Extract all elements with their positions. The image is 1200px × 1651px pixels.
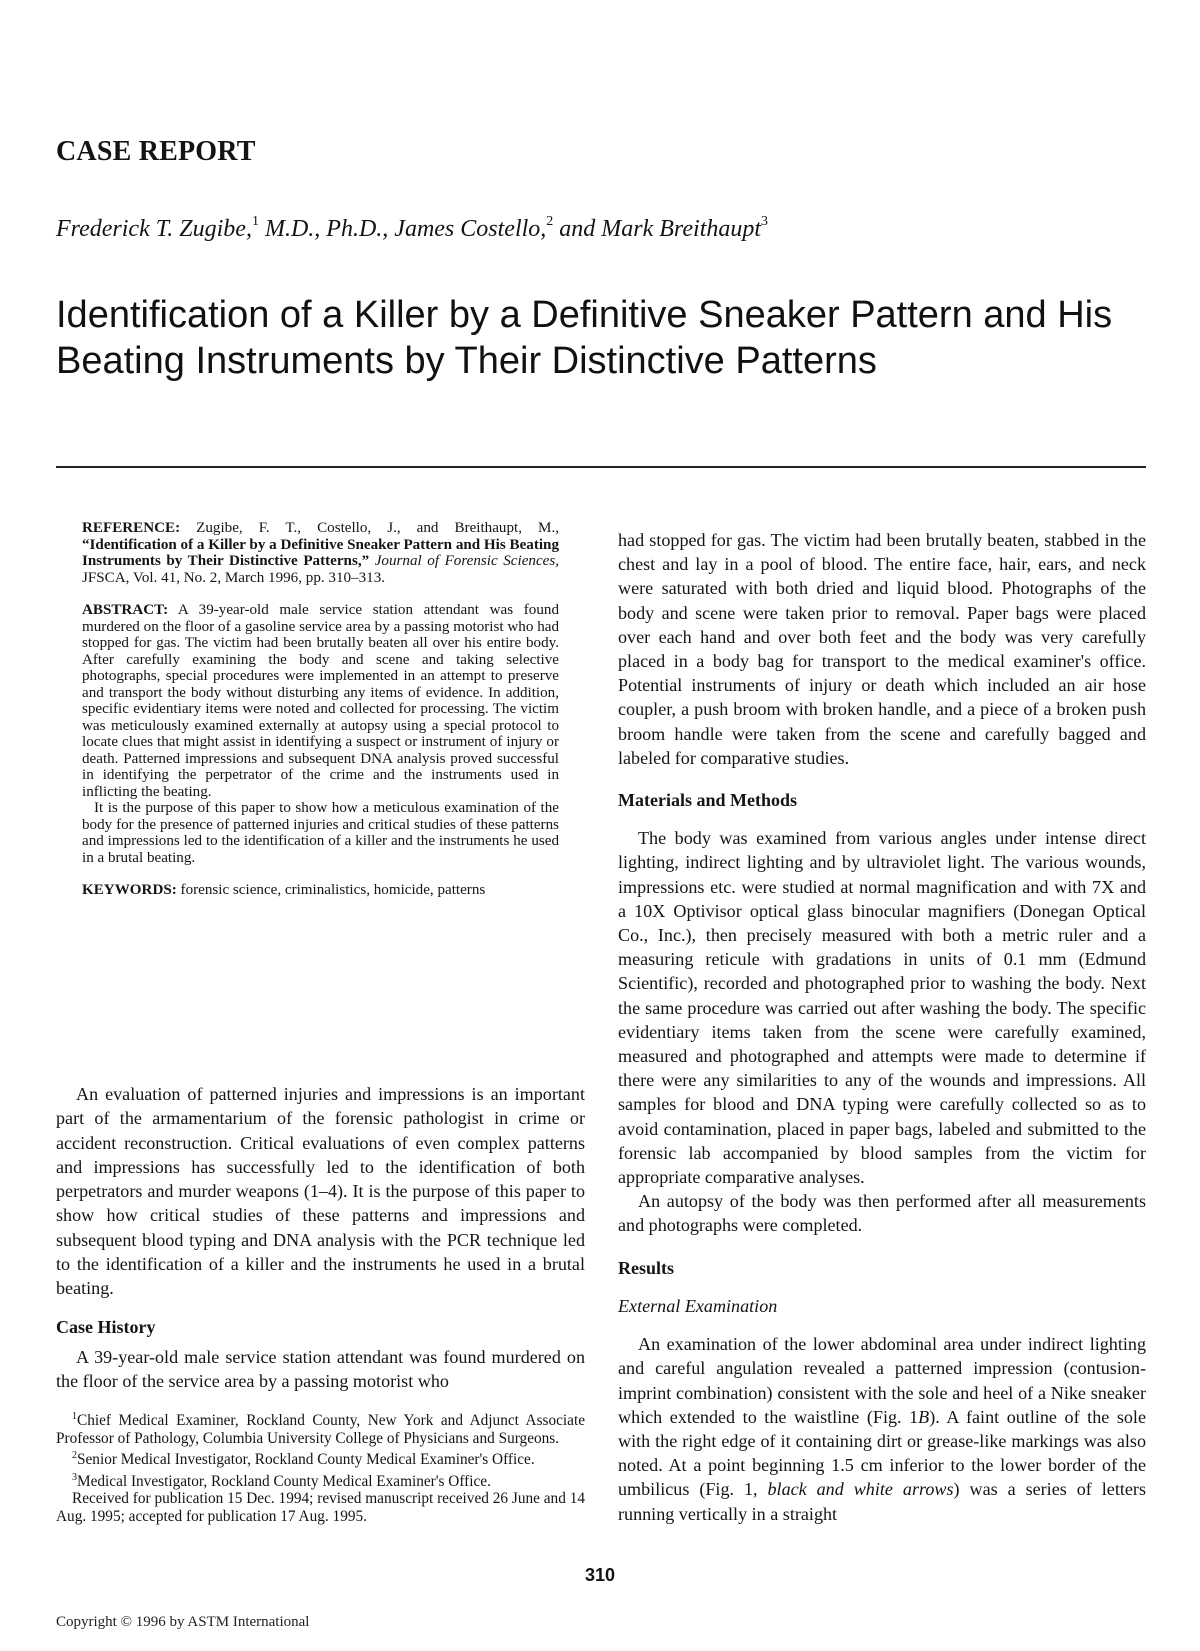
reference-authors: Zugibe, F. T., Costello, J., and Breithaupt, M., — [180, 520, 559, 536]
author-degree: M.D., Ph.D., — [258, 216, 395, 242]
results-text: ). A faint outline of the sole with the right edge of it containing dirt or grease-like markings was also noted. At a point beginning 1.5 cm inferior to the lower border of the umbilicus (Fig. 1, — [618, 1406, 1146, 1500]
results-paragraph — [618, 1332, 1146, 1526]
reference-block — [82, 520, 559, 586]
title-divider — [56, 466, 1146, 468]
reference-journal: Journal of Forensic Sciences, — [369, 553, 559, 569]
footnote-marker: 2 — [72, 1450, 77, 1462]
footnote-text: Senior Medical Investigator, Rockland County Medical Examiner's Office. — [77, 1451, 535, 1469]
case-history-paragraph: A 39-year-old male service station attendant was found murdered on the floor of the service area by a passing motorist who — [56, 1346, 585, 1392]
right-column-body — [618, 528, 1146, 1526]
reference-article-title: “Identification of a Killer by a Definitive Sneaker Pattern and His Beating Instruments by Their Distinctive Patterns,” — [82, 536, 559, 569]
case-history-continuation: had stopped for gas. The victim had been brutally beaten, stabbed in the chest and lay in a pool of blood. The entire face, hair, ears, and neck were saturated with both dried and liquid blood. Photographs of the body and scene were taken prior to removal. Paper bags were placed over each hand and over both feet and the body was very carefully placed in a body bag for transport to the medical examiner's office. Potential instruments of injury or death which included an air hose coupler, a push broom with broken handle, and a piece of a broken push broom handle were taken from the scene and carefully bagged and labeled for comparative studies. — [618, 530, 1146, 768]
keywords-text: forensic science, criminalistics, homicide, patterns — [176, 882, 486, 898]
keywords-label: KEYWORDS: — [82, 882, 177, 898]
footnote — [56, 1447, 585, 1469]
section-label: CASE REPORT — [56, 136, 256, 167]
abstract-text: A 39-year-old male service station attendant was found murdered on the floor of a gasoline service area by a passing motorist who had stopped for gas. The victim had been brutally beaten all over his entire body. After carefully examining the body and scene and taking selective photographs, special procedures were implemented in an attempt to preserve and transport the body without disturbing any items of evidence. In addition, specific evidentiary items were noted and collected for processing. The victim was meticulously examined externally at autopsy using a special protocol to locate clues that might assist in identifying a suspect or instrument of injury or death. Patterned impressions and subsequent DNA analysis proved successful in identifying the perpetrator of the crime and the instruments used in inflicting the beating. — [82, 602, 559, 800]
footnote-text: Chief Medical Examiner, Rockland County, New York and Adjunct Associate Professor of Pathology, Columbia University College of Physicians and Surgeons. — [56, 1412, 585, 1447]
received-note: Received for publication 15 Dec. 1994; revised manuscript received 26 June and 14 Aug. 1995; accepted for publication 17 Aug. 1995. — [56, 1490, 585, 1525]
abstract-block — [82, 602, 559, 800]
results-text: ) was a series of letters running vertically in a straight — [618, 1479, 1146, 1524]
footnote-marker: 3 — [72, 1471, 77, 1483]
results-heading: Results — [618, 1257, 675, 1278]
footnote — [56, 1408, 585, 1447]
page-number: 310 — [584, 1565, 616, 1585]
copyright-notice: Copyright © 1996 by ASTM International — [56, 1614, 310, 1630]
left-column-body — [56, 1082, 585, 1394]
results-text: An examination of the lower abdominal area under indirect lighting and careful angulation revealed a patterned impression (contusion-imprint combination) consistent with the sole and heel of a Nike sneaker which extended to the waistline (Fig. 1 — [618, 1334, 1146, 1427]
methods-paragraph: An autopsy of the body was then performed after all measurements and photographs were completed. — [618, 1191, 1146, 1236]
methods-heading: Materials and Methods — [618, 790, 797, 811]
paper-title: Identification of a Killer by a Definitive Sneaker Pattern and His Beating Instruments by Their Distinctive Patterns — [56, 294, 1113, 382]
abstract-label: ABSTRACT: — [82, 602, 169, 618]
author-affiliation-marker: 3 — [761, 214, 769, 229]
figure-arrow-note: black and white arrows — [767, 1479, 954, 1500]
author-name: James Costello, — [394, 216, 547, 242]
front-matter — [82, 520, 559, 915]
methods-paragraph: The body was examined from various angles under intense direct lighting, indirect lighting and by ultraviolet light. The various wounds, impressions etc. were studied at normal magnification and with 7X and a 10X Optivisor optical glass binocular magnifiers (Donegan Optical Co., Inc.), then precisely measured with both a metric ruler and a measuring reticule with gradations in units of 0.1 mm (Edmund Scientific), recorded and photographed prior to washing the body. Next the same procedure was carried out after washing the body. The specific evidentiary items taken from the scene were carefully examined, measured and photographed and attempts were made to determine if there were any similarities to any of the wounds and impressions. All samples for blood and DNA typing were carefully collected so as to avoid contamination, placed in paper bags, labeled and submitted to the forensic lab accompanied by blood samples from the victim for appropriate comparative analyses. — [618, 828, 1146, 1188]
footnotes — [56, 1408, 585, 1525]
footnote — [56, 1469, 585, 1491]
external-examination-heading: External Examination — [618, 1295, 778, 1316]
introduction-paragraph: An evaluation of patterned injuries and impressions is an important part of the armamentarium of the forensic pathologist in crime or accident reconstruction. Critical evaluations of even complex patterns and impressions has successfully led to the identification of both perpetrators and murder weapons (1–4). It is the purpose of this paper to show how critical studies of these patterns and impressions and subsequent blood typing and DNA analysis with the PCR technique led to the identification of a killer and the instruments he used in a brutal beating. — [56, 1084, 585, 1299]
author-name: Frederick T. Zugibe, — [56, 216, 252, 242]
figure-panel-ref: B — [918, 1406, 930, 1427]
author-affiliation-marker: 1 — [251, 214, 259, 229]
author-affiliation-marker: 2 — [546, 214, 554, 229]
reference-details: JFSCA, Vol. 41, No. 2, March 1996, pp. 310–313. — [82, 569, 386, 586]
keywords-block — [82, 882, 559, 899]
footnote-text: Medical Investigator, Rockland County Medical Examiner's Office. — [77, 1472, 491, 1490]
author-name: Mark Breithaupt — [601, 216, 762, 242]
author-conjunction: and — [553, 216, 602, 242]
reference-label: REFERENCE: — [82, 520, 181, 536]
abstract-purpose: It is the purpose of this paper to show how a meticulous examination of the body for the presence of patterned injuries and critical studies of these patterns and impressions led to the identification of a killer and the instruments he used in a brutal beating. — [82, 800, 559, 866]
author-line — [56, 216, 768, 243]
footnote-marker: 1 — [72, 1411, 77, 1422]
case-history-heading: Case History — [56, 1316, 156, 1337]
